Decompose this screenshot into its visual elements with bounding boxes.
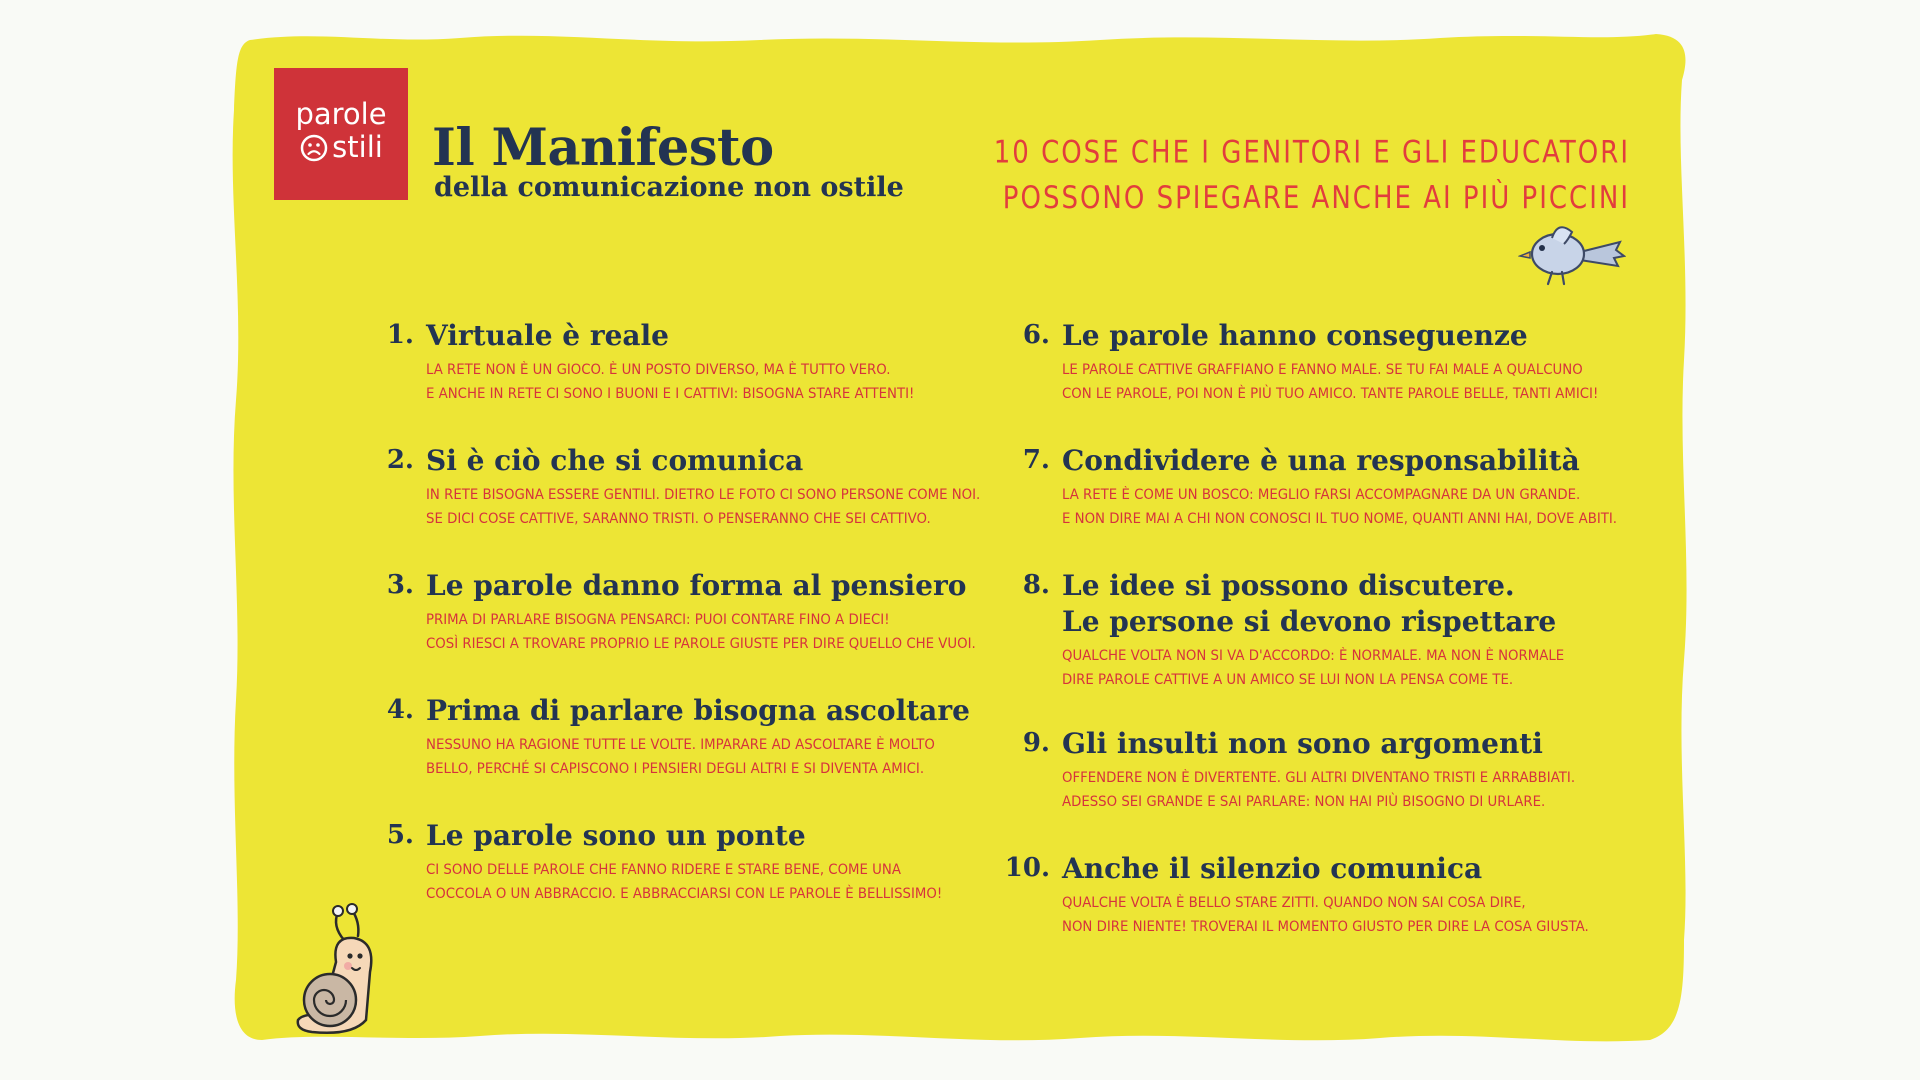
- item-description-line-2: E ANCHE IN RETE CI SONO I BUONI E I CATTIVI: BISOGNA STARE ATTENTI!: [426, 386, 915, 402]
- item-description: [426, 733, 968, 781]
- manifesto-item-3: [376, 568, 996, 656]
- manifesto-column-left: [376, 318, 996, 943]
- item-description: [1062, 891, 1604, 939]
- item-description: [426, 358, 968, 406]
- bird-illustration: [1518, 218, 1626, 290]
- item-title: Condividere è una responsabilità: [1062, 444, 1580, 477]
- item-description-line-2: ADESSO SEI GRANDE E SAI PARLARE: NON HAI PIÙ BISOGNO DI URLARE.: [1062, 794, 1546, 810]
- tagline: [994, 130, 1630, 221]
- item-description-line-1: OFFENDERE NON È DIVERTENTE. GLI ALTRI DIVENTANO TRISTI E ARRABBIATI.: [1062, 770, 1576, 786]
- item-title: Virtuale è reale: [426, 319, 669, 352]
- item-description-line-1: LA RETE NON È UN GIOCO. È UN POSTO DIVERSO, MA È TUTTO VERO.: [426, 362, 891, 378]
- item-number: 8.: [1022, 570, 1050, 600]
- manifesto-item-6: [1012, 318, 1632, 406]
- item-number: 1.: [386, 320, 414, 350]
- item-description: [1062, 766, 1604, 814]
- item-description-line-2: COSÌ RIESCI A TROVARE PROPRIO LE PAROLE GIUSTE PER DIRE QUELLO CHE VUOI.: [426, 636, 976, 652]
- item-description: [1062, 358, 1604, 406]
- snail-illustration: [292, 902, 412, 1042]
- item-description: [426, 483, 981, 531]
- item-description-line-2: SE DICI COSE CATTIVE, SARANNO TRISTI. O PENSERANNO CHE SEI CATTIVO.: [426, 511, 931, 527]
- frown-face-icon: [299, 133, 329, 163]
- page-title: Il Manifesto: [432, 118, 774, 178]
- item-title: Le idee si possono discutere.: [1062, 569, 1515, 602]
- item-description-line-1: PRIMA DI PARLARE BISOGNA PENSARCI: PUOI CONTARE FINO A DIECI!: [426, 612, 890, 628]
- manifesto-item-9: [1012, 726, 1632, 814]
- item-description-line-1: IN RETE BISOGNA ESSERE GENTILI. DIETRO LE FOTO CI SONO PERSONE COME NOI.: [426, 487, 981, 503]
- item-title: Prima di parlare bisogna ascoltare: [426, 694, 970, 727]
- item-description-line-1: CI SONO DELLE PAROLE CHE FANNO RIDERE E STARE BENE, COME UNA: [426, 862, 901, 878]
- item-number: 3.: [386, 570, 414, 600]
- item-description: [426, 608, 976, 656]
- item-description-line-1: QUALCHE VOLTA NON SI VA D'ACCORDO: È NORMALE. MA NON È NORMALE: [1062, 648, 1565, 664]
- item-number: 9.: [1022, 728, 1050, 758]
- parole-ostili-logo: [274, 68, 408, 200]
- item-number: 10.: [1004, 853, 1050, 883]
- item-description-line-1: QUALCHE VOLTA È BELLO STARE ZITTI. QUANDO NON SAI COSA DIRE,: [1062, 895, 1526, 911]
- item-title: Le parole hanno conseguenze: [1062, 319, 1528, 352]
- manifesto-item-8: [1012, 568, 1632, 692]
- logo-line-stili: [274, 131, 408, 164]
- item-number: 4.: [386, 695, 414, 725]
- item-description-line-1: LA RETE È COME UN BOSCO: MEGLIO FARSI ACCOMPAGNARE DA UN GRANDE.: [1062, 487, 1581, 503]
- item-description-line-2: BELLO, PERCHÉ SI CAPISCONO I PENSIERI DEGLI ALTRI E SI DIVENTA AMICI.: [426, 761, 925, 777]
- item-title: Si è ciò che si comunica: [426, 444, 804, 477]
- item-title: Le parole danno forma al pensiero: [426, 569, 967, 602]
- item-description-line-2: COCCOLA O UN ABBRACCIO. E ABBRACCIARSI CON LE PAROLE È BELLISSIMO!: [426, 886, 943, 902]
- item-title: Gli insulti non sono argomenti: [1062, 727, 1543, 760]
- item-description-line-1: LE PAROLE CATTIVE GRAFFIANO E FANNO MALE. SE TU FAI MALE A QUALCUNO: [1062, 362, 1583, 378]
- item-description: [1062, 644, 1604, 692]
- item-description: [1062, 483, 1618, 531]
- manifesto-item-4: [376, 693, 996, 781]
- logo-word-stili: stili: [332, 130, 383, 164]
- item-description-line-2: CON LE PAROLE, POI NON È PIÙ TUO AMICO. TANTE PAROLE BELLE, TANTI AMICI!: [1062, 386, 1599, 402]
- page-subtitle: della comunicazione non ostile: [434, 172, 904, 203]
- item-description-line-2: NON DIRE NIENTE! TROVERAI IL MOMENTO GIUSTO PER DIRE LA COSA GIUSTA.: [1062, 919, 1589, 935]
- item-title: Le parole sono un ponte: [426, 819, 806, 852]
- item-description-line-2: DIRE PAROLE CATTIVE A UN AMICO SE LUI NON LA PENSA COME TE.: [1062, 672, 1514, 688]
- item-number: 2.: [386, 445, 414, 475]
- logo-word-parole: parole: [295, 97, 387, 131]
- item-description: [426, 858, 968, 906]
- item-number: 6.: [1022, 320, 1050, 350]
- tagline-line-1: 10 COSE CHE I GENITORI E GLI EDUCATORI: [993, 134, 1630, 171]
- manifesto-item-2: [376, 443, 996, 531]
- manifesto-item-1: [376, 318, 996, 406]
- manifesto-item-10: [1004, 851, 1632, 939]
- item-description-line-2: E NON DIRE MAI A CHI NON CONOSCI IL TUO NOME, QUANTI ANNI HAI, DOVE ABITI.: [1062, 511, 1618, 527]
- item-title-line-2: Le persone si devono rispettare: [1062, 605, 1557, 638]
- item-number: 5.: [386, 820, 414, 850]
- tagline-line-2: POSSONO SPIEGARE ANCHE AI PIÙ PICCINI: [1002, 180, 1630, 217]
- item-title: Anche il silenzio comunica: [1062, 852, 1483, 885]
- manifesto-column-right: [1004, 318, 1632, 976]
- manifesto-item-5: [376, 818, 996, 906]
- item-description-line-1: NESSUNO HA RAGIONE TUTTE LE VOLTE. IMPARARE AD ASCOLTARE È MOLTO: [426, 737, 935, 753]
- manifesto-item-7: [1012, 443, 1632, 531]
- item-number: 7.: [1022, 445, 1050, 475]
